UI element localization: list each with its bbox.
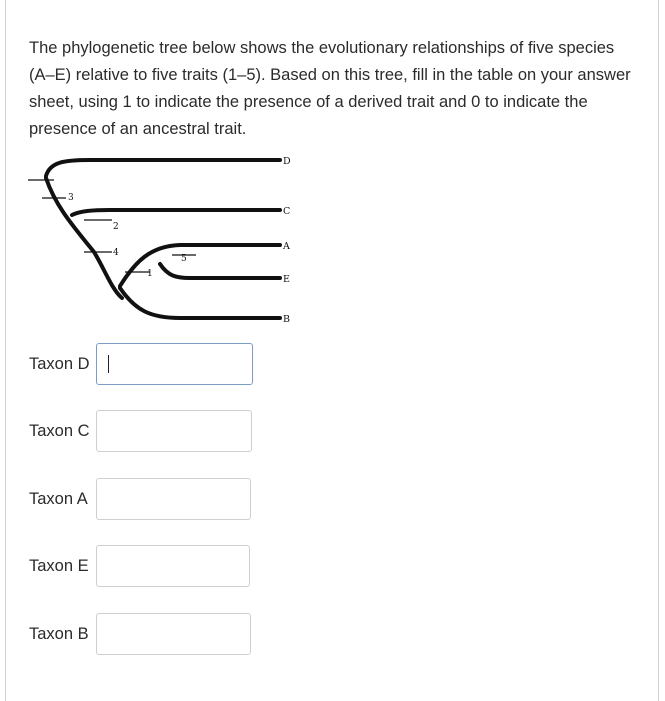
branch-d [46, 160, 280, 176]
trait-label-1: 1 [147, 269, 153, 279]
branch-c [72, 210, 280, 215]
branch-e [160, 264, 280, 278]
taxon-e-label: Taxon E [29, 557, 89, 575]
text-cursor [108, 355, 109, 373]
taxon-b-input[interactable] [96, 613, 251, 655]
branch-b [120, 288, 280, 318]
branch-main [46, 178, 122, 298]
trait-label-2: 2 [113, 222, 119, 232]
trait-label-4: 4 [113, 248, 119, 258]
taxon-label-b: B [283, 314, 290, 325]
taxon-c-label: Taxon C [29, 422, 90, 440]
taxon-a-input[interactable] [96, 478, 251, 520]
taxon-b-label: Taxon B [29, 625, 89, 643]
taxon-label-d: D [283, 156, 291, 167]
taxon-a-label: Taxon A [29, 490, 88, 508]
taxon-d-label: Taxon D [29, 355, 90, 373]
taxon-label-a: A [283, 241, 290, 252]
taxon-d-input[interactable] [96, 343, 253, 385]
trait-label-3: 3 [68, 193, 74, 203]
taxon-label-c: C [283, 206, 291, 217]
trait-label-5: 5 [181, 254, 187, 264]
taxon-c-input[interactable] [96, 410, 252, 452]
taxon-label-e: E [283, 274, 290, 285]
taxon-e-input[interactable] [96, 545, 250, 587]
question-text: The phylogenetic tree below shows the evolutionary relationships of five species (A–E) relative to five traits (1–5). Based on this tree, fill in the table on your answer sheet, using 1 to indicate the presence of a derived trait and 0 to indicate the presence of an ancestral trait. [29, 39, 631, 138]
